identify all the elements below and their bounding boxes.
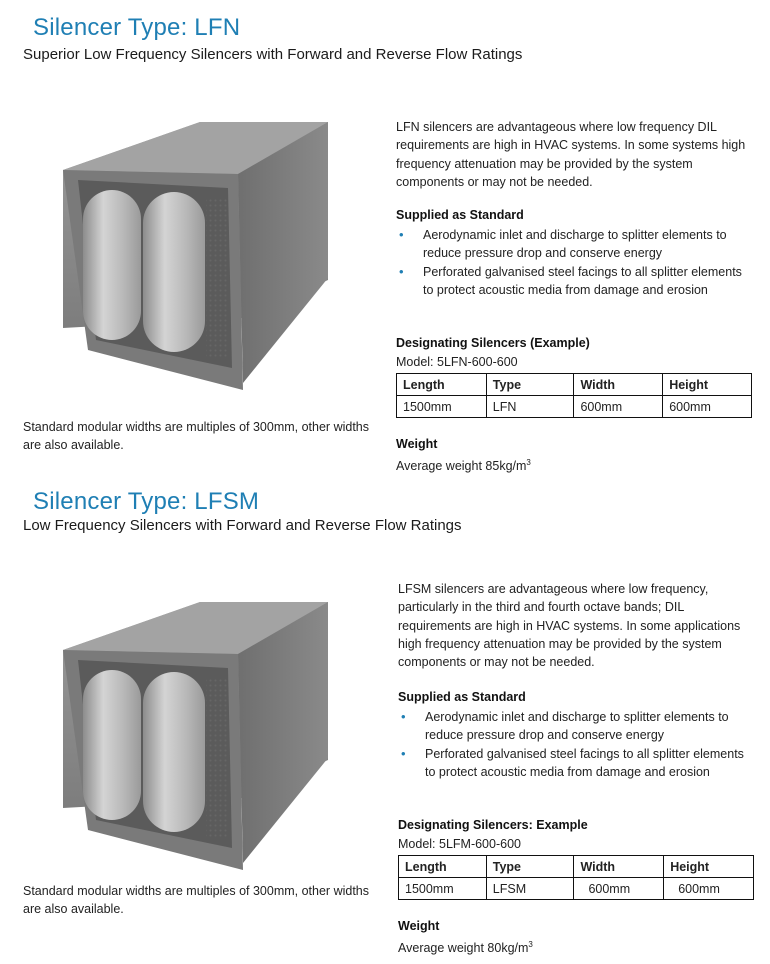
table-cell-height: 600mm [664, 878, 754, 900]
weight-text: Average weight 80kg/m [398, 941, 529, 956]
list-item [396, 226, 748, 263]
table-row [397, 396, 752, 418]
bullet-icon: • [399, 263, 404, 279]
designating-heading: Designating Silencers (Example) [396, 336, 590, 350]
weight-unit-superscript: 3 [526, 458, 531, 467]
table-cell-length: 1500mm [399, 878, 487, 900]
list-item [396, 263, 748, 300]
list-item [398, 745, 750, 782]
section-description: LFN silencers are advantageous where low frequency DIL requirements are high in HVAC systems. In some systems high frequency attenuation may be provided by the system components or may not be needed. [396, 120, 746, 189]
model-code: Model: 5LFM-600-600 [398, 837, 521, 851]
table-cell-width: 600mm [574, 878, 664, 900]
modular-width-note: Standard modular widths are multiples of 300mm, other widths are also available. [23, 420, 369, 453]
list-item-text: Perforated galvanised steel facings to all splitter elements to protect acoustic media from damage and erosion [425, 746, 744, 779]
table-header-width: Width [574, 374, 663, 396]
spec-table [396, 373, 752, 418]
table-header-height: Height [663, 374, 752, 396]
section-title-lfsm: Silencer Type: LFSM [33, 488, 260, 515]
table-cell-type: LFN [486, 396, 574, 418]
silencer-illustration-lfn [58, 118, 343, 398]
supplied-heading: Supplied as Standard [396, 208, 524, 222]
table-header-row [399, 856, 754, 878]
list-item-text: Aerodynamic inlet and discharge to splitter elements to reduce pressure drop and conserve energy [423, 228, 727, 261]
supplied-list [398, 708, 750, 781]
list-item [398, 708, 750, 745]
bullet-icon: • [399, 227, 404, 242]
table-header-type: Type [486, 856, 574, 878]
table-header-length: Length [399, 856, 487, 878]
section-description: LFSM silencers are advantageous where low frequency, particularly in the third and fourth octave bands; DIL requirements are high in HVAC systems. In some applications high frequency attenuation may be provided by the system components or may not be needed. [398, 582, 741, 670]
table-header-type: Type [486, 374, 574, 396]
silencer-illustration-lfsm [58, 598, 343, 878]
weight-value [398, 936, 533, 957]
table-cell-type: LFSM [486, 878, 574, 900]
table-row [399, 878, 754, 900]
spec-table [398, 855, 754, 900]
weight-value [396, 454, 531, 475]
model-code: Model: 5LFN-600-600 [396, 355, 518, 369]
table-cell-length: 1500mm [397, 396, 487, 418]
bullet-icon: • [401, 745, 406, 761]
table-header-width: Width [574, 856, 664, 878]
designating-heading: Designating Silencers: Example [398, 818, 588, 832]
weight-unit-superscript: 3 [528, 940, 533, 949]
weight-text: Average weight 85kg/m [396, 459, 527, 474]
supplied-heading: Supplied as Standard [398, 690, 526, 704]
section-title-lfn: Silencer Type: LFN [33, 14, 241, 41]
section-subtitle-lfsm: Low Frequency Silencers with Forward and Reverse Flow Ratings [23, 517, 462, 534]
supplied-list [396, 226, 748, 299]
list-item-text: Aerodynamic inlet and discharge to splitter elements to reduce pressure drop and conserve energy [425, 710, 729, 743]
list-item-text: Perforated galvanised steel facings to all splitter elements to protect acoustic media from damage and erosion [423, 264, 742, 297]
bullet-icon: • [401, 709, 406, 724]
table-header-row [397, 374, 752, 396]
table-cell-width: 600mm [574, 396, 663, 418]
weight-heading: Weight [398, 919, 440, 933]
table-cell-height: 600mm [663, 396, 752, 418]
table-header-height: Height [664, 856, 754, 878]
section-subtitle-lfn: Superior Low Frequency Silencers with Forward and Reverse Flow Ratings [23, 46, 523, 63]
table-header-length: Length [397, 374, 487, 396]
modular-width-note: Standard modular widths are multiples of 300mm, other widths are also available. [23, 884, 369, 917]
weight-heading: Weight [396, 437, 438, 451]
